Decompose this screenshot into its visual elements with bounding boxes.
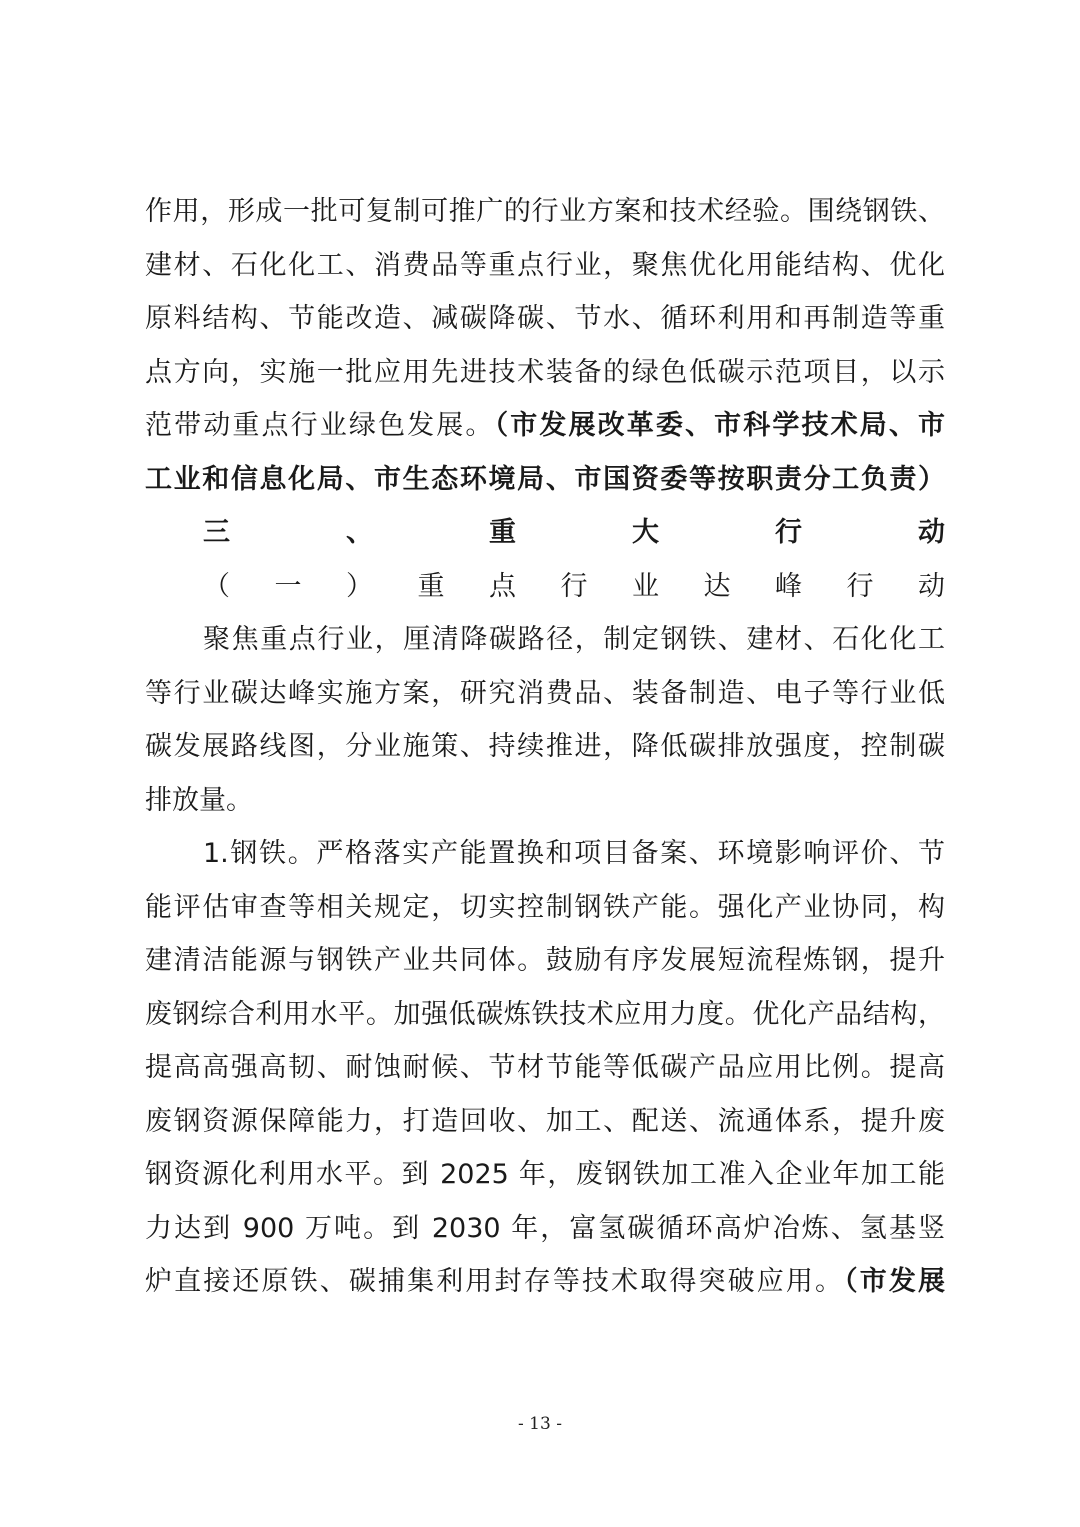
line-text: 点方向，实施一批应用先进技术装备的绿色低碳示范项目，以示 bbox=[145, 356, 945, 388]
line-text: 提高高强高韧、耐蚀耐候、节材节能等低碳产品应用比例。提高 bbox=[145, 1052, 945, 1083]
line-text: 等行业碳达峰实施方案，研究消费品、装备制造、电子等行业低 bbox=[145, 677, 945, 709]
text-line bbox=[145, 613, 945, 667]
line-text: 建清洁能源与钢铁产业共同体。鼓励有序发展短流程炼钢，提升 bbox=[145, 945, 945, 976]
line-text: 聚焦重点行业，厘清降碳路径，制定钢铁、建材、石化化工 bbox=[203, 624, 945, 655]
text-line bbox=[145, 560, 945, 614]
line-text: 能评估审查等相关规定，切实控制钢铁产能。强化产业协同，构 bbox=[145, 891, 945, 923]
text-line bbox=[145, 292, 945, 346]
line-text: 碳发展路线图，分业施策、持续推进，降低碳排放强度，控制碳 bbox=[145, 731, 945, 762]
line-text: 废钢综合利用水平。加强低碳炼铁技术应用力度。优化产品结构， bbox=[145, 998, 945, 1030]
text-line bbox=[145, 399, 945, 453]
line-text: 1.钢铁。严格落实产能置换和项目备案、环境影响评价、节 bbox=[203, 838, 945, 869]
line-text: （一）重点行业达峰行动 bbox=[203, 570, 945, 602]
text-line bbox=[145, 346, 945, 400]
line-text: 作用，形成一批可复制可推广的行业方案和技术经验。围绕钢铁、 bbox=[145, 196, 945, 227]
text-line bbox=[145, 1202, 945, 1256]
line-text: 范带动重点行业绿色发展。 bbox=[145, 410, 495, 441]
text-line bbox=[145, 239, 945, 293]
line-text: 炉直接还原铁、碳捕集利用封存等技术取得突破应用。 bbox=[145, 1266, 845, 1297]
document-body bbox=[145, 185, 945, 1309]
text-line bbox=[145, 934, 945, 988]
text-line bbox=[145, 720, 945, 774]
line-bold-text: 工业和信息化局、市生态环境局、市国资委等按职责分工负责） bbox=[145, 463, 945, 495]
line-text: 废钢资源保障能力，打造回收、加工、配送、流通体系，提升废 bbox=[145, 1105, 945, 1137]
text-line bbox=[145, 667, 945, 721]
line-bold-text: （市发展改革委、市科学技术局、市 bbox=[494, 410, 946, 441]
text-line bbox=[145, 506, 945, 560]
text-line bbox=[145, 453, 945, 507]
text-line bbox=[145, 185, 945, 239]
line-text: 排放量。 bbox=[145, 784, 253, 816]
line-bold-text: 三、重大行动 bbox=[203, 517, 945, 548]
line-text: 力达到 900 万吨。到 2030 年，富氢碳循环高炉冶炼、氢基竖 bbox=[145, 1212, 945, 1244]
page-number: - 13 - bbox=[518, 1414, 562, 1434]
text-line bbox=[145, 881, 945, 935]
line-bold-text: （市发展 bbox=[844, 1266, 946, 1297]
text-line bbox=[145, 988, 945, 1042]
text-line bbox=[145, 1148, 945, 1202]
line-text: 建材、石化化工、消费品等重点行业，聚焦优化用能结构、优化 bbox=[145, 249, 945, 281]
line-text: 钢资源化利用水平。到 2025 年，废钢铁加工准入企业年加工能 bbox=[145, 1159, 945, 1190]
text-line bbox=[145, 827, 945, 881]
line-text: 原料结构、节能改造、减碳降碳、节水、循环利用和再制造等重 bbox=[145, 303, 945, 334]
text-line bbox=[145, 774, 945, 828]
text-line bbox=[145, 1095, 945, 1149]
text-line bbox=[145, 1255, 945, 1309]
text-line bbox=[145, 1041, 945, 1095]
